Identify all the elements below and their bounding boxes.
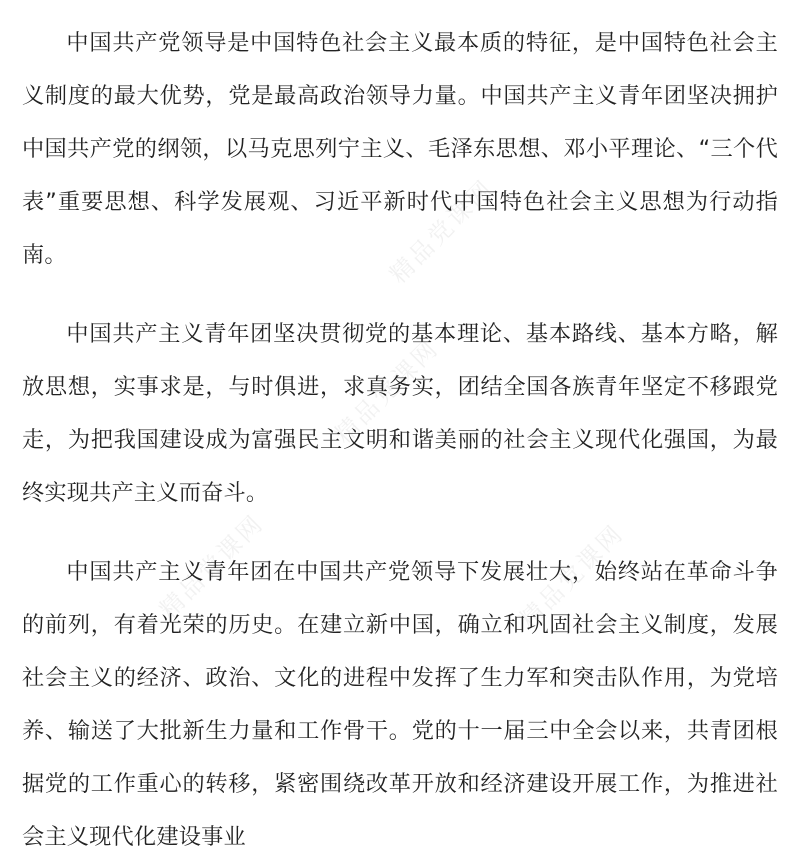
watermark: 精品党课网 — [384, 173, 500, 290]
paragraph-2: 中国共产主义青年团坚决贯彻党的基本理论、基本路线、基本方略，解放思想，实事求是，与时俱进，求真务实，团结全国各族青年坚定不移跟党走，为把我国建设成为富强民主文明和谐美丽的社会主义现代化强国，为最终实现共产主义而奋斗。 — [22, 321, 778, 506]
watermark: 精品党课网 — [514, 518, 630, 635]
watermark: 精品党课网 — [154, 508, 270, 625]
watermark: 精品党课网 — [329, 333, 445, 450]
document-body — [22, 17, 778, 864]
paragraph-1: 中国共产党领导是中国特色社会主义最本质的特征，是中国特色社会主义制度的最大优势，党是最高政治领导力量。中国共产主义青年团坚决拥护中国共产党的纲领，以马克思列宁主义、毛泽东思想、邓小平理论、“三个代表”重要思想、科学发展观、习近平新时代中国特色社会主义思想为行动指南。 — [22, 30, 778, 268]
paragraph-3: 中国共产主义青年团在中国共产党领导下发展壮大，始终站在革命斗争的前列，有着光荣的历史。在建立新中国，确立和巩固社会主义制度，发展社会主义的经济、政治、文化的进程中发挥了生力军和突击队作用，为党培养、输送了大批新生力量和工作骨干。党的十一届三中全会以来，共青团根据党的工作重心的转移，紧密围绕改革开放和经济建设开展工作，为推进社会主义现代化建设事业 — [22, 559, 778, 850]
